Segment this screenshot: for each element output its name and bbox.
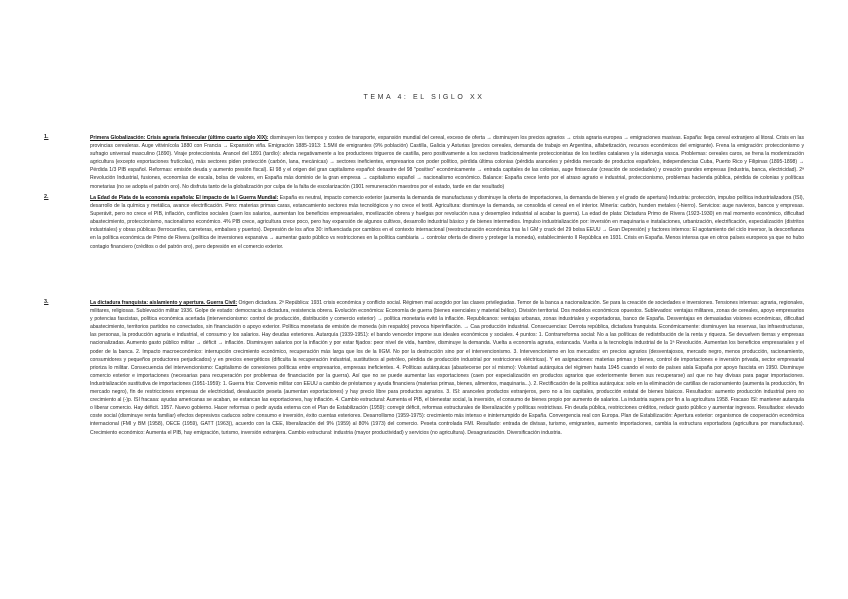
section-3: [44, 299, 804, 437]
section-body: disminuyen los tiempos y costes de transporte, expansión mundial del cereal, exceso de oferta → disminuyen los precios agrarios → crisis agraria europea → emigraciones masivas. España: llega cereal extranjero al litoral. Crisis en las provincias cerealeras. Auge vitivinícola 1880 con Francia → Expansión viña. Emigración 1885-1913: 1.5Mil de emigrantes (9% población) Castilla, Galicia y Asturias (precios cereales, demanda de trabajo en Argentina, alfabetización, recursos económicos del emigrante). Frena la emigración: proteccionismo y sufragio universal masculino (1890). Viraje proteccionista. Arancel del 1891 (tardío): afecta negativamente a los productores trigueros de castilla, pero positivamente a los sectores tradicionalmente proteccionistas de los textiles catalanes y la siderurgia vasca. Problemas: cereales caros, se frena la modernización agricultura (excepto exportaciones frutícolas), más sectores piden protección (carbón, lana, mecánicas) → sectores ineficientes, empresarios con poder político, pérdida última colonias (pérdida aranceles y pérdida mercado de productos españoles, independencias Cuba, Puerto Rico y Filipinas (1895-1898) → Pérdida 1/3 PIB español. Reformas: emisión deuda y aumento presión fiscal). El 98 y el origen del gran capitalismo español: desastre del 98 "positivo" económicamente → entrada capitales de las colonias, auge finisecular (creación de sociedades) y creación grandes empresas (industria, banca, electricidad). 2ª Revolución Industrial, fusiones, economías de escala, bolsa de valores, en España más dominio de la gran empresa → capitalismo español → nacionalismo económico. Balance: España crece lento por el atraso agrario e industrial, proteccionismo, problemas hacienda pública, pérdida de colonias y políticas monetarias (no se adopta el patrón oro). No disfruta tanto de la globalización por culpa de la falta de escolarización (1901 remuneración maestros por el estado, tarde en dar resultado): [90, 135, 804, 190]
section-body: Origen dictadura. 2ª República: 1931 crisis económica y conflicto social. Régimen mal acogido por las clases privilegiadas. Temor de la banca a nacionalización. Se para la creación de sociedades e inversiones. Tensiones internas: agraria, regionales, militares, religiosas. Sublevación militar 1936. Golpe de estado: democracia a dictadura, resistencia obrera. Evolución económica: Economía de guerra (bienes esenciales y material bélico). División territorial. Dos modelos económicos opuestos. Sublevados: ventajas militares, zonas de cereales, apoyo empresarios y potencias fascistas, política económica acertada (intervencionismo: control de producción, distribución y comercio exterior) → política monetaria evitó la inflación. Republicanos: ventajas urbanas, zonas industriales y exportadoras, banco de España. Desventajas en demasiadas visiones económicas, dificultad abastecimiento, territorios partidos no conectados, sin financiación o apoyo exterior. Política monetaria de emisión de moneda (sin respaldo) provoca hiperinflación. → Caa producción industrial. Consecuencias: Derrota república, dictadura franquista. Económicamente: disminuyen las reservas, las infraestructuras, las personas, la producción agraria e industrial, el consumo y los salarios. Hay deudas exteriores. Autarquía (1939-1951): el bando vencedor impone sus ideales económicos y sociales. 4 puntos: 1. Contrarreforma social: No a las políticas de redistribución de la renta y riqueza. Se devuelven tierras y empresas nacionalizadas. Aumento gasto público militar → déficit → inflación. Disminuyen salarios por la inflación y por estar fijados: peor nivel de vida, hambre, disminuye la demanda. Vuelta a economía agraria, estancada. Vuelta a la tecnología industrial de la 1ª Revolución. Aumentan los beneficios empresariales y el poder de la banca. 2. Impacto macroeconómico: interrupción crecimiento económico, recuperación más larga que los de la IIGM. No por la destrucción sino por el intervencionismo. 3. Intervencionismo en los mercados: en precios agrarios (desventajosos, mercado negro, menos producción, racionamiento, consumidores y pequeños productores perjudicados) y en precios energéticos (dificulta la recuperación industrial, sustitutivos al petróleo, pérdida de producción industrial por restricciones eléctricas). Y en asignaciones: materias primas y bienes, control de importaciones e inversión privada, sector empresarial prioriza lo militar. Consecuencia del intervencionismo: Capitalismo de conexiones políticas entre empresarios, empresas ineficientes. 4. Políticas autárquicas (abastecerse por sí mismo): Voluntad autárquica del régimen hasta 1945 cuando el resto de países aisla España por apoyo fascista en 1950. Disminuye comercio exterior e importaciones (necesarias para recuperación por problemas de financiación por la guerra). Así que no se puede aumentar las exportaciones (caen por especialización en productos agrarios que exteriormente tienen sus recuperarse) así que no hay divisas para pagar importaciones. Industrialización sustitutiva de importaciones (1951-1959): 1. Guerra fría: Convenio militar con EEUU a cambio de préstamos y ayuda financiera (materias primas, bienes, alimentos, maquinaria...). 2. Rectificación de la política autárquica: solo en la eliminación de cartillas de racionamiento (aumenta la producción, fin mercado negro), fin de restricciones empresas de electricidad, devaluación peseta (aumentan exportaciones) y hay precio libre para productos agrarios. 3. ISI: aranceles productos extranjeros, pero no a los capitales, producción estatal de bienes básicos. Resultados: aumento producción industrial pero no crecimiento al (-)p. ISI fracasa: ayudas americanas se acaban, se estancan las exportaciones, hay inflación. 4. Cambio estructural: Aumenta el PIB, el bienestar social, la inversión, el consumo de bienes propio por aumento de salarios. La industria supera por fin a la agricultura 1958. Fracaso ISI: mantener autarquía o liberar comercio. Hay déficit. 1957. Nuevo gobierno. Hacer reformas o pedir ayuda externa con el Plan de Estabilización (1959): corregir déficit, reformas estructurales de liberalización y políticas restrictivas. Fin deuda pública, restricciones créditos, reducir gasto público y aumentar ingresos. Resultados: elevado coste social (disminuye renta familiar) efectos depresivos caducos sobre consumo e inversión, éxito cuentas exteriores. Desarrollismo (1959-1975): crecimiento más intenso e ininterrumpido de España. Convergencia real con Europa. Plan de Estabilización: Apertura exterior: organismos de cooperación económica internacional (FMI y BM (1958), OECE (1959), GATT (1963)), acuerdo con la CEE, liberalización del 9% (1959) al 80% (1973) del comercio. Peseta controlada FMI. Resultado: entrada de divisas, turismo, emigrantes, aumento importaciones, cambia la estructura exportadora (agricultura por manufacturas). Crecimiento económico: Aumenta el PIB, hay emigración, turismo, inversión extranjera. Cambio estructural: industria (mayor productividad) y servicios (no agricultura). Desagrarización. Diversificación industria.: [90, 300, 804, 436]
section-text: [90, 194, 804, 251]
section-heading: La dictadura franquista: aislamiento y apertura. Guerra Civil:: [90, 300, 238, 306]
section-body: España es neutral, impacto comercio exterior (aumenta la demanda de manufacturas y disminuye la oferta de importaciones, la demanda de bienes y el grado de apertura) Industria: protección, impulso política industrializadora (ISI), desarrollo de la química y metálica, avance electrificación. Pero: materias primas caras, estancamiento sectores más tecnológicos y no crece el textil. Agricultura: disminuye la demanda, se consolida el cereal en el interior. Minería: carbón, hunden metales (-hierro). Servicios: auge navieros, bancos y empresas. Superávit, pero no crece el PIB, inflación, conflictos sociales (caen los salarios, aumentan los beneficios empresariales, movilización obrera y huelgas por revolución rusa y desempleo industrial al acabar la guerra). La edad de plata: Dictadura Primo de Rivera (1923-1930) en mal momento económico, dificultad abastecimiento, proteccionismo, nacionalismo económico. 4% PIB crece, agricultura crece poco, pero hay expansión de algunos cultivos, desarrollo industrial básico y de bienes intermedios. Impulso industrialización por: inversión en maquinaria e instalaciones, urbanización, electrificación, especialización (distritos industriales) y obras públicas (ferrocarriles, carreteras, embalses y puertos). Depresión de los años 30: influenciada por cambios en el contexto internacional (reestructuración económica tras la I GM y crack del 29 bolsa EEUU → Gran Depresión) y factores internos: El agotamiento del ciclo inversor, la desconfianza en la política económica de Primo de Rivera (política de inversiones expansiva → aumentar gasto público vs restricciones en la política cambiaria → controlar oferta de dinero y proteger la moneda), establecimiento II República en 1931. Crisis en España. Menos intensa que en otros países europeos ya que no hubo contagio financiero (créditos o del patrón oro), pero depresión en el comercio exterior.: [90, 195, 805, 250]
page-title: TEMA 4: EL SIGLO XX: [363, 94, 485, 101]
section-text: [90, 134, 804, 191]
section-number: 3.: [44, 299, 49, 305]
section-heading: La Edad de Plata de la economía española: El impacto de la I Guerra Mundial:: [90, 195, 279, 201]
section-1: [44, 134, 804, 191]
section-text: [90, 299, 804, 437]
section-number: 1.: [44, 134, 49, 140]
section-2: [44, 194, 804, 251]
section-heading: Primera Globalización: Crisis agraria finisecular (último cuarto siglo XIX):: [90, 135, 269, 141]
section-number: 2.: [44, 194, 49, 200]
